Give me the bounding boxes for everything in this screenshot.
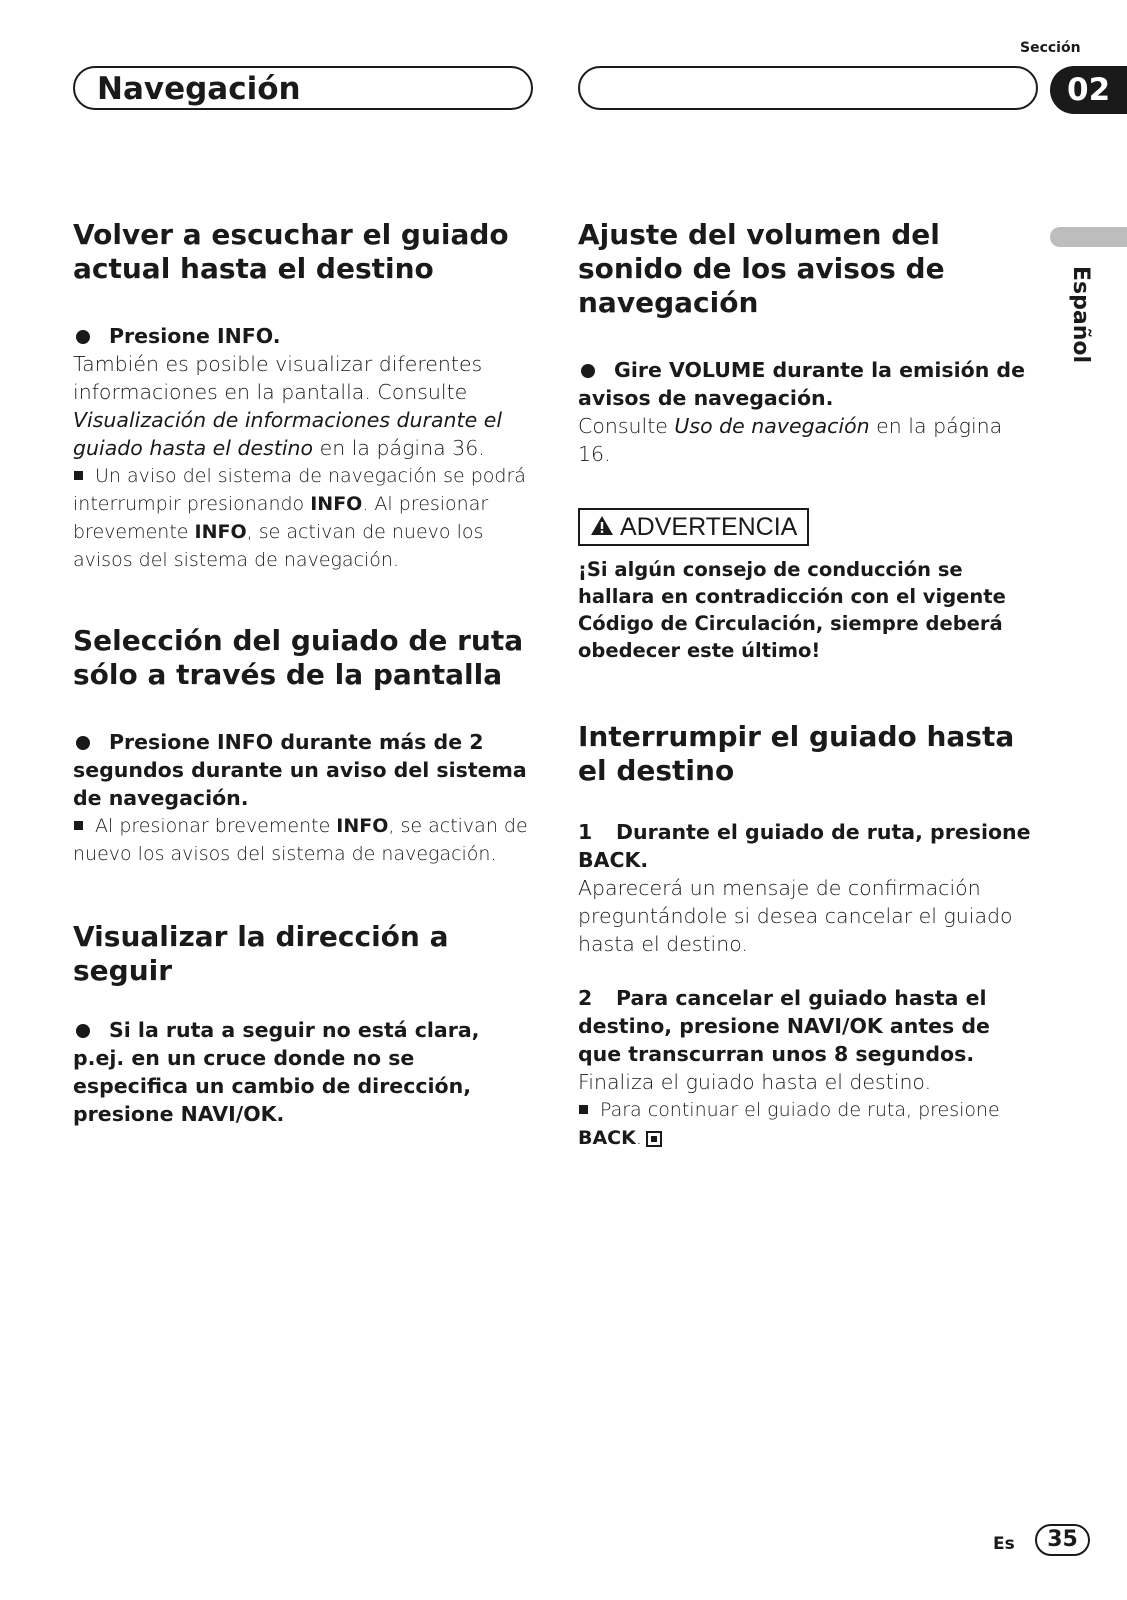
page-reference: Uso de navegación [674,414,870,438]
subtitle-bar [578,66,1038,110]
body-text: Finaliza el guiado hasta el destino. [578,1070,932,1094]
step-instruction: Presione INFO durante más de 2 segundos durante un aviso del sistema de navegación. [73,730,527,810]
body-text: Consulte Uso de navegación en la página 16. [578,414,1003,466]
bullet-icon [76,330,90,344]
end-of-section-icon [646,1131,662,1147]
bullet-icon [76,736,90,750]
section-heading: Ajuste del volumen del sonido de los avisos de navegación [578,218,945,319]
bullet-icon [581,364,595,378]
page-reference: Visualización de informaciones durante el guiado hasta el destino [73,408,503,460]
section-heading: Volver a escuchar el guiado actual hasta el destino [73,218,509,285]
body-text: Aparecerá un mensaje de confirmación preguntándole si desea cancelar el guiado hasta el destino. [578,876,1013,956]
step-instruction: Presione INFO. [73,322,533,350]
warning-label: ADVERTENCIA [620,513,798,541]
bullet-icon [76,1024,90,1038]
section-number-tab: 02 [1050,66,1127,114]
footer-language: Es [993,1534,1015,1554]
step-number: 1 [578,820,593,844]
section-heading: Interrumpir el guiado hasta el destino [578,720,1015,787]
page-title: Navegación [97,71,301,107]
language-tab-bar [1050,227,1127,247]
step-instruction: Si la ruta a seguir no está clara, p.ej. en un cruce donde no se especifica un cambio de dirección, presione NAVI/OK. [73,1018,480,1126]
note-text: Al presionar brevemente INFO, se activan de nuevo los avisos del sistema de navegación. [73,815,528,865]
note-text: Para continuar el guiado de ruta, presione BACK. [578,1099,1000,1149]
section-heading: Visualizar la dirección a seguir [73,920,449,987]
step-instruction: Gire VOLUME durante la emisión de avisos de navegación. [578,358,1026,410]
section-label: Sección [1020,40,1081,56]
title-bar [73,66,533,110]
warning-triangle-icon [590,511,614,545]
language-tab-label: Español [1068,266,1093,364]
numbered-step: 2 Para cancelar el guiado hasta el destino, presione NAVI/OK antes de que transcurran unos 8 segundos. [578,986,990,1066]
note-square-icon [579,1105,588,1114]
left-column [73,218,533,1128]
section-heading: Selección del guiado de ruta sólo a través de la pantalla [73,624,524,691]
note-text: Un aviso del sistema de navegación se podrá interrumpir presionando INFO. Al presionar brevemente INFO, se activan de nuevo los avisos del sistema de navegación. [73,465,526,571]
warning-text: ¡Si algún consejo de conducción se hallara en contradicción con el vigente Código de Circulación, siempre deberá obedecer este último! [578,558,1006,662]
page-number: 35 [1035,1524,1090,1556]
warning-label-box [578,508,809,546]
note-square-icon [74,821,83,830]
note-square-icon [74,471,83,480]
right-column [578,218,1038,1152]
body-text: También es posible visualizar diferentes informaciones en la pantalla. Consulte Visualización de informaciones durante el guiado hasta el destino en la página 36. [73,352,503,460]
numbered-step: 1 Durante el guiado de ruta, presione BACK. [578,820,1031,872]
step-number: 2 [578,986,593,1010]
